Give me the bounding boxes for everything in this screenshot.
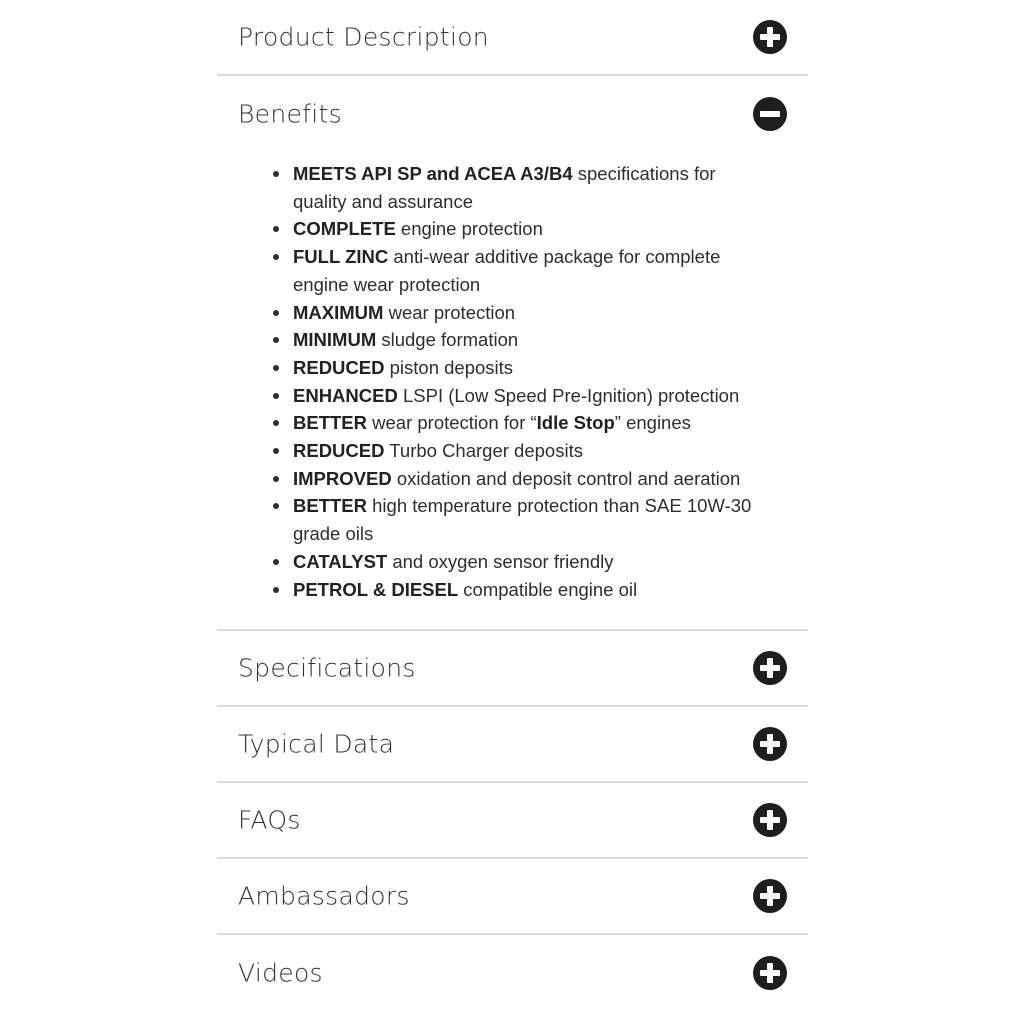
benefit-emphasis: CATALYST [293, 550, 388, 572]
benefit-emphasis: REDUCED [293, 440, 385, 462]
list-item [293, 299, 773, 327]
benefit-emphasis: MEETS API SP and ACEA A3/B4 [293, 163, 573, 184]
accordion-videos-header[interactable] [217, 935, 808, 1011]
benefit-emphasis: Idle Stop [536, 412, 615, 434]
list-item [293, 326, 773, 354]
benefits-list [217, 160, 773, 603]
plus-circle-icon[interactable] [753, 20, 787, 54]
benefit-emphasis: ENHANCED [293, 384, 398, 406]
benefit-text: ” engines [614, 412, 691, 434]
accordion-title: Videos [238, 958, 323, 988]
plus-circle-icon[interactable] [753, 956, 787, 990]
benefit-text: LSPI (Low Speed Pre-Ignition) protection [397, 384, 740, 406]
benefit-text: Turbo Charger deposits [384, 440, 583, 462]
accordion-title: Typical Data [238, 729, 395, 759]
benefit-emphasis: FULL ZINC [293, 246, 389, 268]
accordion-title: Product Description [238, 22, 489, 52]
accordion-ambassadors-header[interactable] [217, 859, 808, 935]
list-item [293, 409, 773, 437]
benefit-text: oxidation and deposit control and aeration [391, 467, 741, 489]
plus-circle-icon[interactable] [753, 879, 787, 913]
benefit-text: wear protection for “ [367, 412, 537, 434]
plus-circle-icon[interactable] [753, 803, 787, 837]
accordion-title: FAQs [238, 805, 301, 835]
minus-circle-icon[interactable] [753, 97, 787, 131]
list-item [293, 215, 773, 243]
plus-circle-icon[interactable] [753, 651, 787, 685]
benefit-text: high temperature protection than SAE 10W-30 grade oils [293, 495, 752, 545]
accordion-specifications-header[interactable] [217, 631, 808, 707]
plus-circle-icon[interactable] [753, 727, 787, 761]
accordion-product-description-header[interactable] [217, 0, 808, 76]
benefit-text: compatible engine oil [458, 578, 638, 600]
list-item [293, 576, 773, 604]
accordion-title: Benefits [238, 99, 342, 129]
list-item [293, 160, 773, 215]
benefit-text: piston deposits [384, 356, 514, 378]
list-item [293, 437, 773, 465]
benefit-emphasis: MAXIMUM [293, 301, 384, 323]
accordion-benefits-panel [217, 152, 808, 631]
product-info-accordion [217, 0, 808, 1011]
benefit-emphasis: IMPROVED [293, 467, 392, 489]
benefit-text: anti-wear additive package for complete engine wear protection [293, 246, 721, 295]
benefit-emphasis: MINIMUM [293, 329, 377, 351]
list-item [293, 548, 773, 576]
accordion-faqs-header[interactable] [217, 783, 808, 859]
accordion-benefits-header[interactable] [217, 76, 808, 152]
list-item [293, 243, 773, 298]
benefit-emphasis: REDUCED [293, 356, 385, 378]
benefit-emphasis: PETROL & DIESEL [293, 578, 459, 600]
list-item [293, 354, 773, 382]
list-item [293, 382, 773, 410]
benefit-text: engine protection [395, 218, 543, 240]
benefit-text: specifications for quality and assurance [293, 163, 716, 212]
benefit-text: sludge formation [376, 329, 519, 351]
list-item [293, 492, 773, 547]
accordion-title: Specifications [238, 653, 416, 683]
benefit-emphasis: BETTER [293, 495, 367, 517]
accordion-typical-data-header[interactable] [217, 707, 808, 783]
benefit-text: and oxygen sensor friendly [387, 550, 614, 572]
benefit-emphasis: COMPLETE [293, 218, 396, 240]
benefit-text: wear protection [383, 301, 516, 323]
accordion-title: Ambassadors [238, 881, 410, 911]
benefit-emphasis: BETTER [293, 412, 367, 434]
list-item [293, 465, 773, 493]
